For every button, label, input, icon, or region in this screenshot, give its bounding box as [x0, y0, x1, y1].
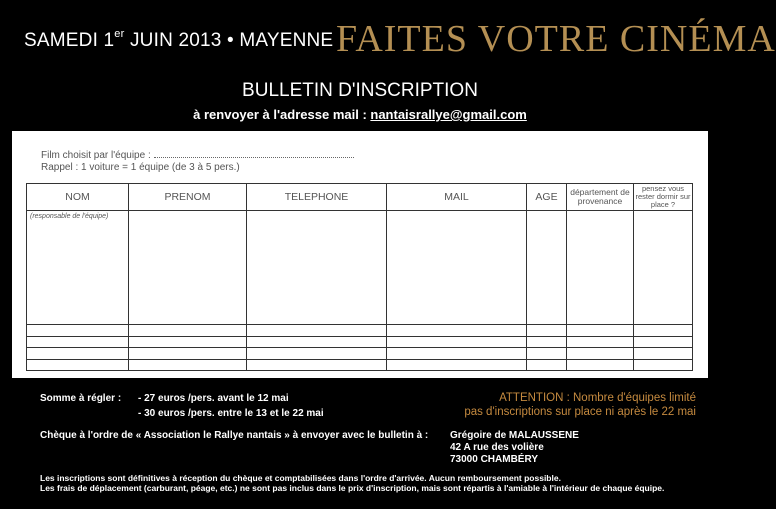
price-may-13-22: - 30 euros /pers. entre le 13 et le 22 mai [138, 408, 324, 419]
address-city: 73000 CHAMBÉRY [450, 454, 538, 465]
column-header-dormir: pensez vous rester dormir sur place ? [635, 184, 691, 209]
cheque-instruction: Chèque à l'ordre de « Association le Rallye nantais » à envoyer avec le bulletin à : [40, 430, 429, 441]
registration-form [12, 131, 708, 378]
table-cell[interactable] [634, 336, 693, 347]
bulletin-title: BULLETIN D'INSCRIPTION [242, 80, 478, 101]
attention-line-1: ATTENTION : Nombre d'équipes limité [499, 392, 696, 404]
mailing-address [450, 430, 579, 466]
attention-notice [464, 391, 696, 419]
address-street: 42 A rue des volière [450, 442, 544, 453]
film-input-line[interactable] [154, 149, 354, 158]
rappel-note: Rappel : 1 voiture = 1 équipe (de 3 à 5 pers.) [41, 162, 240, 173]
table-cell[interactable] [634, 325, 693, 336]
column-header-prenom: PRENOM [129, 184, 247, 211]
table-cell[interactable] [527, 336, 567, 347]
address-name: Grégoire de MALAUSSENE [450, 430, 579, 441]
table-cell[interactable] [567, 359, 634, 370]
film-field: Film choisit par l'équipe : [41, 149, 354, 161]
table-row [27, 325, 693, 336]
attention-line-2: pas d'inscriptions sur place ni après le 22 mai [464, 406, 696, 418]
column-header-mail: MAIL [387, 184, 527, 211]
table-cell[interactable] [247, 348, 387, 359]
table-cell[interactable] [129, 211, 247, 325]
table-cell[interactable] [387, 348, 527, 359]
table-cell[interactable] [387, 359, 527, 370]
table-cell[interactable] [129, 325, 247, 336]
table-cell[interactable] [634, 348, 693, 359]
table-cell[interactable] [129, 336, 247, 347]
event-date: SAMEDI 1er JUIN 2013 • MAYENNE [24, 28, 334, 51]
date-superscript: er [114, 28, 125, 40]
event-title: FAITES VOTRE CINÉMA [336, 18, 776, 60]
registration-table [26, 183, 693, 371]
column-header-age: AGE [527, 184, 567, 211]
table-cell[interactable] [247, 211, 387, 325]
table-cell[interactable] [567, 325, 634, 336]
table-cell[interactable] [387, 336, 527, 347]
table-cell[interactable] [387, 211, 527, 325]
table-cell[interactable] [129, 348, 247, 359]
responsable-note: (responsable de l'équipe) [30, 213, 109, 220]
table-cell[interactable] [27, 325, 129, 336]
table-cell[interactable] [634, 211, 693, 325]
table-cell[interactable] [527, 359, 567, 370]
table-cell[interactable] [247, 359, 387, 370]
table-cell[interactable] [567, 336, 634, 347]
price-before-may-12: - 27 euros /pers. avant le 12 mai [138, 393, 289, 404]
table-cell[interactable] [27, 348, 129, 359]
table-cell[interactable] [527, 211, 567, 325]
footer-line-2: Les frais de déplacement (carburant, péage, etc.) ne sont pas inclus dans le prix d'inscription, mais sont répartis à l'amiable à l'intérieur de chaque équipe. [40, 483, 665, 493]
footer-line-1: Les inscriptions sont définitives à réception du chèque et comptabilisées dans l'ordre d'arrivée. Aucun remboursement possible. [40, 473, 561, 483]
column-header-departement: département de provenance [567, 184, 634, 211]
payment-label: Somme à régler : [40, 393, 122, 404]
table-cell[interactable] [527, 325, 567, 336]
table-cell[interactable] [567, 211, 634, 325]
table-cell[interactable] [387, 325, 527, 336]
table-header-row [27, 184, 693, 211]
table-cell[interactable] [634, 359, 693, 370]
table-cell[interactable] [247, 336, 387, 347]
column-header-nom: NOM [27, 184, 129, 211]
table-row [27, 359, 693, 370]
footer-terms [40, 473, 664, 493]
table-row [27, 348, 693, 359]
column-header-telephone: TELEPHONE [247, 184, 387, 211]
email-link[interactable]: nantaisrallye@gmail.com [370, 107, 527, 122]
table-cell[interactable] [247, 325, 387, 336]
table-row [27, 211, 693, 325]
table-cell[interactable] [27, 211, 129, 325]
table-cell[interactable] [27, 336, 129, 347]
table-cell[interactable] [527, 348, 567, 359]
send-instruction: à renvoyer à l'adresse mail : nantaisrallye@gmail.com [193, 107, 527, 122]
table-cell[interactable] [129, 359, 247, 370]
table-row [27, 336, 693, 347]
table-cell[interactable] [567, 348, 634, 359]
table-cell[interactable] [27, 359, 129, 370]
